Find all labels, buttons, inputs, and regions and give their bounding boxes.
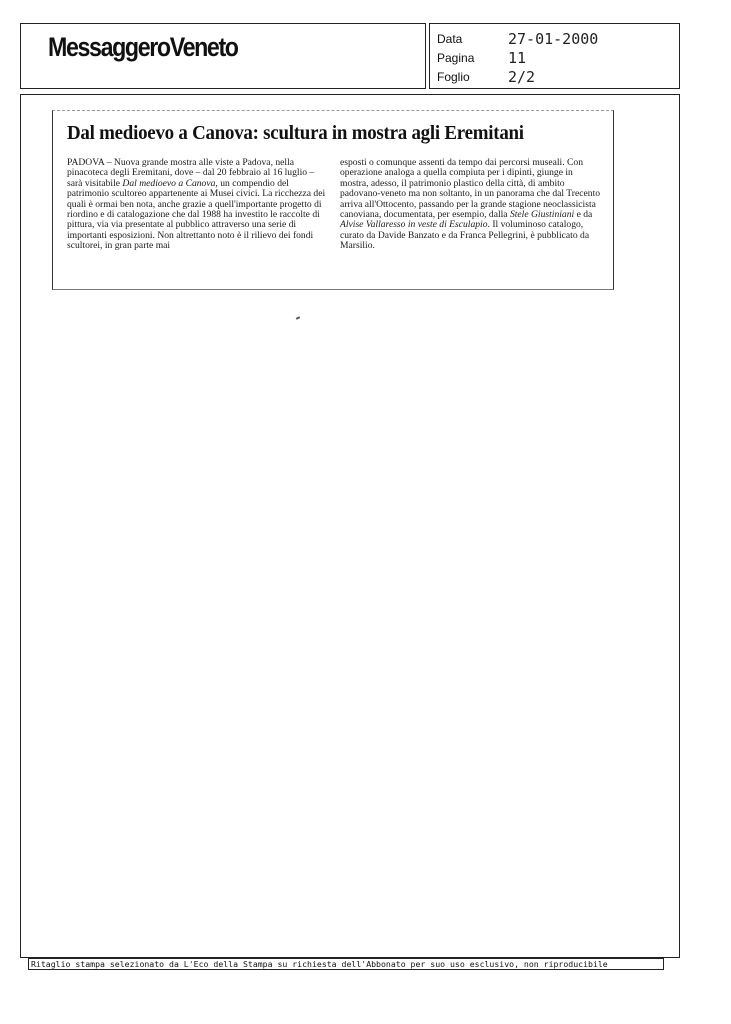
meta-row-sheet [437,68,672,86]
artwork-title-reference: Stele Giustiniani [509,209,575,221]
masthead-box [20,23,426,89]
meta-label-sheet: Foglio [437,70,470,84]
article-column-left [67,158,327,252]
newspaper-logo: MessaggeroVeneto [48,32,238,62]
article-title-reference: Dal medioevo a Canova [122,177,216,189]
article-text-segment: e da [574,209,593,221]
article-text-segment: . Il voluminoso catalogo, curato da Davide Banzato e da Franca Pellegrini, è pubblicato da Marsilio. [340,219,590,252]
meta-value-page: 11 [508,49,527,67]
meta-row-date [437,30,672,48]
meta-label-page: Pagina [437,51,475,65]
article-clipping [52,110,614,290]
artwork-title-reference: Alvise Vallaresso in veste di Esculapio [340,219,488,231]
article-column-right [340,158,602,252]
article-text-segment: , un compendio del patrimonio scultoreo appartenente ai Musei civici. La ricchezza dei quali è ormai ben nota, anche grazie a quell'importante progetto di riordino e di catalogazione che dal 1988 ha investito le raccolte di pittura, via via presentate al pubblico attraverso una serie di importanti esposizioni. Non altrettanto noto è il rilievo dei fondi scultorei, in gran parte mai [67,177,326,252]
article-text-segment: esposti o comunque assenti da tempo dai percorsi museali. Con operazione analoga a quella compiuta per i dipinti, giunge in mostra, adesso, il patrimonio plastico della città, di ambito padovano-veneto ma non soltanto, in un panorama che dal Trecento arriva all'Ottocento, passando per la grande stagione neoclassicista canoviana, documentata, per esempio, dalla [340,157,601,221]
article-paragraph-left [67,158,327,252]
meta-row-page [437,49,672,67]
clipping-meta-box [429,23,680,89]
article-headline: Dal medioevo a Canova: scultura in mostra agli Eremitani [67,123,524,144]
meta-value-sheet: 2/2 [508,68,536,86]
meta-label-date: Data [437,32,463,46]
footer-disclaimer: Ritaglio stampa selezionato da L'Eco della Stampa su richiesta dell'Abbonato per suo uso esclusivo, non riproducibile [28,958,664,970]
article-text-segment: PADOVA – Nuova grande mostra alle viste a Padova, nella pinacoteca degli Eremitani, dove – dal 20 febbraio al 16 luglio – sarà visitabile [67,157,315,189]
article-paragraph-right [340,158,602,252]
meta-value-date: 27-01-2000 [508,30,599,48]
